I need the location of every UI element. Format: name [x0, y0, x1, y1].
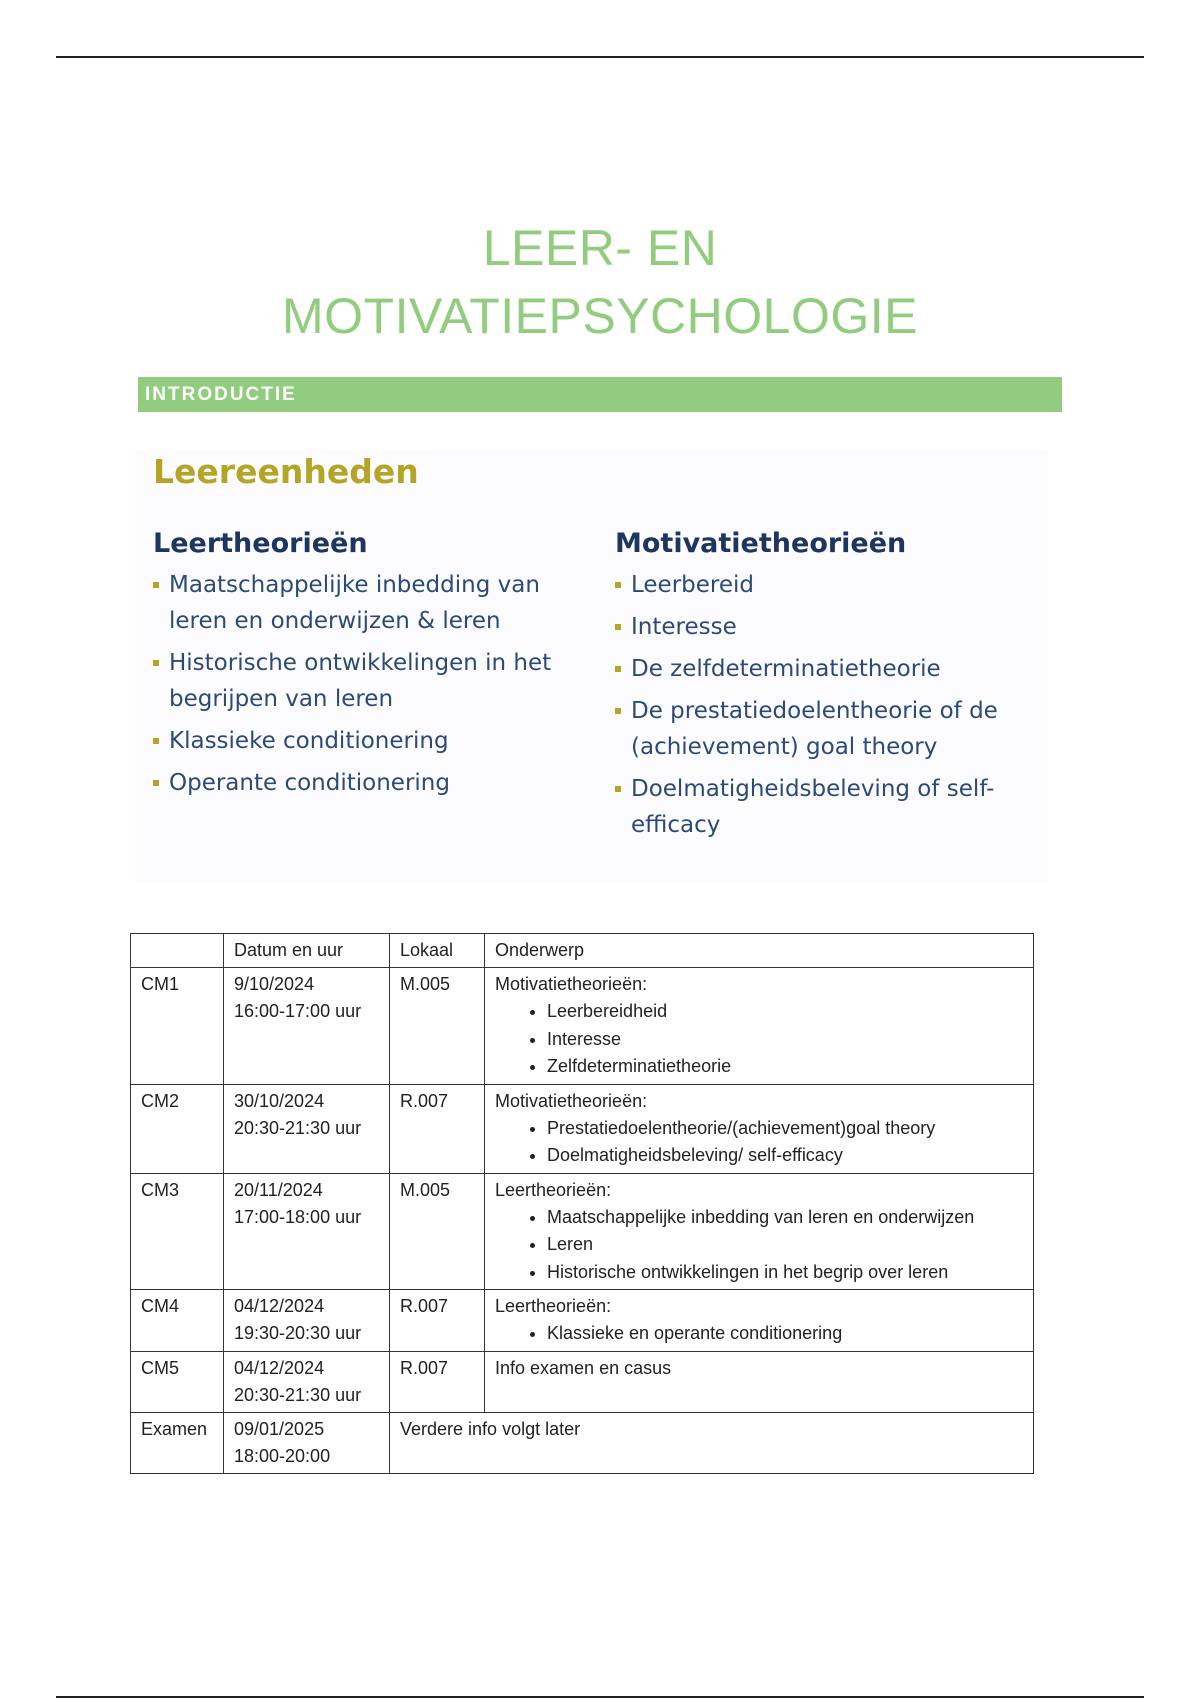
- session-room: R.007: [390, 1351, 485, 1412]
- session-datetime: [224, 1084, 390, 1173]
- session-topic: [485, 1173, 1034, 1290]
- slide-bullet-text: Maatschappelijke inbedding van leren en onderwijzen & leren: [169, 572, 540, 634]
- square-bullet-icon: [153, 660, 159, 666]
- slide-bullet-text: Historische ontwikkelingen in het begrijpen van leren: [169, 650, 552, 712]
- topic-title: Motivatietheorieën:: [495, 974, 648, 994]
- list-item: • Klassieke en operante conditionering: [547, 1320, 1023, 1348]
- document-title: [0, 214, 1200, 350]
- slide-column-motivatietheorieen: [615, 528, 1035, 849]
- exam-date: 09/01/2025: [234, 1418, 325, 1439]
- slide-bullet-text: De zelfdeterminatietheorie: [631, 656, 941, 682]
- slide-bullet-item: [153, 765, 573, 801]
- session-date: 04/12/2024: [234, 1296, 325, 1316]
- list-item: • Interesse: [547, 1026, 1023, 1054]
- document-title-line-1: LEER- EN: [482, 220, 718, 276]
- session-date: 04/12/2024: [234, 1357, 325, 1378]
- bottom-rule: [56, 1696, 1144, 1698]
- session-topic: [485, 1290, 1034, 1352]
- list-item: • Prestatiedoelentheorie/(achievement)goal theory: [547, 1115, 1023, 1143]
- session-time: 20:30-21:30 uur: [234, 1384, 362, 1405]
- list-item: • Zelfdeterminatietheorie: [547, 1053, 1023, 1081]
- topic-list: [495, 1320, 1023, 1348]
- square-bullet-icon: [615, 624, 621, 630]
- list-item: • Historische ontwikkelingen in het begrip over leren: [547, 1259, 1023, 1287]
- session-room: R.007: [390, 1084, 485, 1173]
- list-item: • Maatschappelijke inbedding van leren en onderwijzen: [547, 1204, 1023, 1232]
- table-header-row: [131, 934, 1034, 968]
- square-bullet-icon: [615, 708, 621, 714]
- topic-title: Leertheorieën:: [495, 1296, 612, 1316]
- session-room: M.005: [390, 1173, 485, 1290]
- session-room: M.005: [390, 968, 485, 1085]
- topic-list: [495, 1204, 1023, 1287]
- table-row: [131, 1351, 1034, 1412]
- slide-bullet-item: [153, 567, 573, 639]
- list-item: • Doelmatigheidsbeleving/ self-efficacy: [547, 1142, 1023, 1170]
- slide-bullet-list: [153, 567, 573, 801]
- session-code: CM2: [131, 1084, 224, 1173]
- table-row: [131, 968, 1034, 1085]
- exam-time: 18:00-20:00: [234, 1445, 331, 1466]
- header-cell-onderwerp: Onderwerp: [485, 934, 1034, 968]
- exam-datetime: [224, 1412, 390, 1473]
- session-code: CM4: [131, 1290, 224, 1352]
- session-code: CM5: [131, 1351, 224, 1412]
- header-cell-lokaal: Lokaal: [390, 934, 485, 968]
- square-bullet-icon: [153, 582, 159, 588]
- top-rule: [56, 56, 1144, 58]
- slide-bullet-item: [153, 723, 573, 759]
- slide-bullet-item: [615, 609, 1035, 645]
- slide-bullet-item: [615, 771, 1035, 843]
- slide-title: Leereenheden: [153, 452, 419, 491]
- slide-bullet-text: Leerbereid: [631, 572, 755, 598]
- slide-column-heading: Motivatietheorieën: [615, 528, 907, 559]
- slide-bullet-item: [615, 567, 1035, 603]
- list-item: • Leren: [547, 1231, 1023, 1259]
- session-date: 30/10/2024: [234, 1090, 325, 1111]
- section-heading-label: INTRODUCTIE: [145, 384, 297, 405]
- slide-column-heading: Leertheorieën: [153, 528, 368, 559]
- exam-note: Verdere info volgt later: [390, 1412, 1034, 1473]
- session-code: CM1: [131, 968, 224, 1085]
- session-room: R.007: [390, 1290, 485, 1352]
- schedule-table: [130, 933, 1034, 1474]
- slide-bullet-text: Interesse: [631, 614, 737, 640]
- slide-bullet-item: [615, 693, 1035, 765]
- slide-image-leereenheden: [135, 450, 1048, 882]
- session-topic: [485, 968, 1034, 1085]
- topic-list: [495, 1115, 1023, 1170]
- topic-title: Leertheorieën:: [495, 1179, 612, 1200]
- slide-bullet-text: De prestatiedoelentheorie of de (achievement) goal theory: [631, 698, 998, 760]
- slide-column-leertheorieen: [153, 528, 573, 807]
- square-bullet-icon: [615, 666, 621, 672]
- square-bullet-icon: [615, 582, 621, 588]
- topic-list: [495, 998, 1023, 1081]
- session-date: 20/11/2024: [234, 1179, 323, 1200]
- square-bullet-icon: [615, 786, 621, 792]
- session-date: 9/10/2024: [234, 974, 315, 994]
- table-row-exam: [131, 1412, 1034, 1473]
- session-datetime: [224, 1290, 390, 1352]
- exam-code: Examen: [131, 1412, 224, 1473]
- session-datetime: [224, 1173, 390, 1290]
- session-time: 20:30-21:30 uur: [234, 1117, 362, 1138]
- header-cell: [131, 934, 224, 968]
- list-item: • Leerbereidheid: [547, 998, 1023, 1026]
- slide-bullet-list: [615, 567, 1035, 843]
- slide-bullet-item: [615, 651, 1035, 687]
- session-topic: [485, 1351, 1034, 1412]
- table-row: [131, 1084, 1034, 1173]
- session-time: 16:00-17:00 uur: [234, 1001, 362, 1021]
- session-time: 17:00-18:00 uur: [234, 1206, 362, 1227]
- session-code: CM3: [131, 1173, 224, 1290]
- section-heading-bar: [138, 377, 1062, 412]
- session-topic: [485, 1084, 1034, 1173]
- slide-bullet-text: Operante conditionering: [169, 770, 450, 796]
- table-row: [131, 1290, 1034, 1352]
- document-title-line-2: MOTIVATIEPSYCHOLOGIE: [281, 288, 919, 344]
- square-bullet-icon: [153, 738, 159, 744]
- square-bullet-icon: [153, 780, 159, 786]
- topic-title: Info examen en casus: [495, 1357, 672, 1378]
- session-datetime: [224, 968, 390, 1085]
- session-time: 19:30-20:30 uur: [234, 1323, 362, 1343]
- header-cell-datum: Datum en uur: [224, 934, 390, 968]
- slide-bullet-text: Doelmatigheidsbeleving of self-efficacy: [631, 776, 995, 838]
- table-row: [131, 1173, 1034, 1290]
- session-datetime: [224, 1351, 390, 1412]
- topic-title: Motivatietheorieën:: [495, 1090, 648, 1111]
- slide-bullet-text: Klassieke conditionering: [169, 728, 449, 754]
- slide-bullet-item: [153, 645, 573, 717]
